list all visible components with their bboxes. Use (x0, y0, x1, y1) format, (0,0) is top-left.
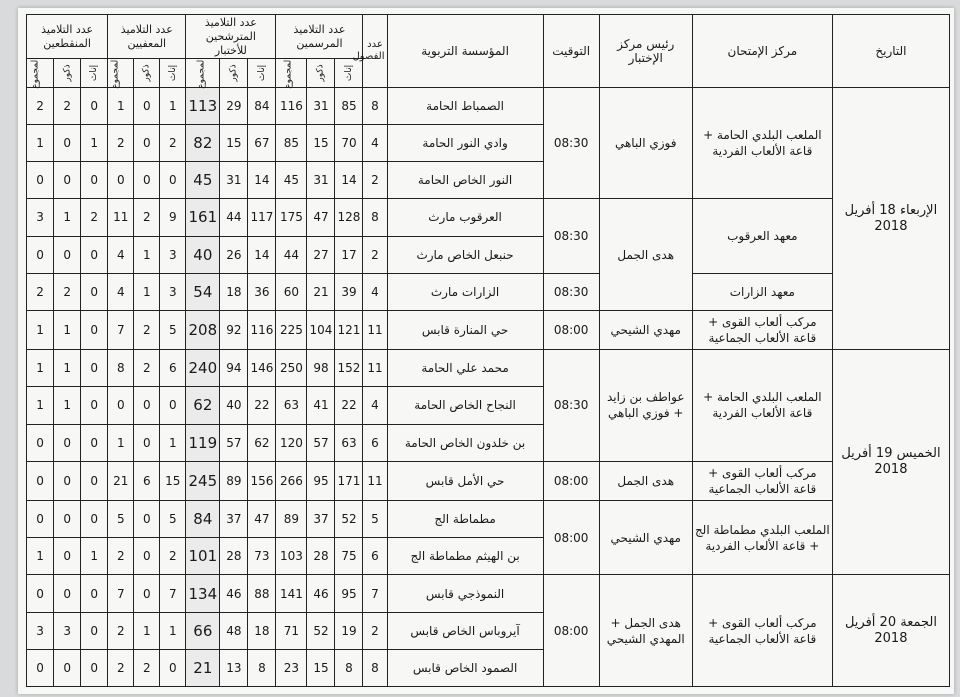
number-cell: 70 (335, 125, 363, 162)
number-cell: 146 (248, 350, 276, 387)
header-row (27, 15, 950, 59)
number-cell: 44 (276, 236, 307, 273)
number-cell: 94 (220, 350, 248, 387)
number-cell: 3 (54, 612, 81, 649)
number-cell: 5 (363, 501, 387, 538)
number-cell: 225 (276, 310, 307, 350)
number-cell: 1 (81, 125, 108, 162)
number-cell: 1 (27, 310, 54, 350)
candidates-total-cell: 101 (186, 538, 220, 575)
time-cell: 08:00 (543, 501, 599, 575)
number-cell: 152 (335, 350, 363, 387)
number-cell: 40 (220, 387, 248, 424)
time-header: التوقيت (543, 15, 599, 88)
number-cell: 18 (248, 612, 276, 649)
date-cell: الجمعة 20 أفريل 2018 (832, 575, 949, 687)
number-cell: 2 (134, 199, 160, 236)
exam-schedule-table (26, 14, 950, 687)
total-subheader: المجموع (30, 57, 41, 89)
number-cell: 0 (134, 424, 160, 461)
males-subheader: ذكور (315, 64, 326, 82)
number-cell: 2 (108, 649, 134, 686)
number-cell: 103 (276, 538, 307, 575)
number-cell: 0 (81, 575, 108, 612)
number-cell: 8 (363, 88, 387, 125)
table-row (27, 461, 950, 501)
exam-center-cell: معهد العرقوب (692, 199, 832, 273)
candidates-total-cell: 134 (186, 575, 220, 612)
number-cell: 0 (81, 88, 108, 125)
time-cell: 08:30 (543, 350, 599, 461)
number-cell: 3 (27, 199, 54, 236)
number-cell: 5 (108, 501, 134, 538)
number-cell: 7 (363, 575, 387, 612)
number-cell: 171 (335, 461, 363, 501)
number-cell: 28 (220, 538, 248, 575)
number-cell: 63 (335, 424, 363, 461)
number-cell: 6 (363, 538, 387, 575)
number-cell: 0 (27, 501, 54, 538)
number-cell: 0 (160, 387, 186, 424)
candidates-total-cell: 84 (186, 501, 220, 538)
number-cell: 1 (160, 612, 186, 649)
exam-center-cell: الملعب البلدي مطماطة الج + قاعة الألعاب الفردية (692, 501, 832, 575)
time-cell: 08:00 (543, 310, 599, 350)
number-cell: 0 (27, 461, 54, 501)
time-cell: 08:00 (543, 575, 599, 687)
number-cell: 15 (307, 125, 335, 162)
number-cell: 46 (307, 575, 335, 612)
number-cell: 2 (134, 649, 160, 686)
number-cell: 1 (134, 236, 160, 273)
number-cell: 0 (27, 424, 54, 461)
number-cell: 31 (307, 88, 335, 125)
number-cell: 0 (81, 162, 108, 199)
number-cell: 14 (335, 162, 363, 199)
number-cell: 8 (363, 649, 387, 686)
number-cell: 116 (248, 310, 276, 350)
number-cell: 37 (307, 501, 335, 538)
number-cell: 156 (248, 461, 276, 501)
number-cell: 2 (81, 199, 108, 236)
males-subheader: ذكور (141, 64, 152, 82)
number-cell: 0 (27, 162, 54, 199)
number-cell: 0 (27, 649, 54, 686)
number-cell: 0 (27, 575, 54, 612)
number-cell: 63 (276, 387, 307, 424)
number-cell: 0 (54, 162, 81, 199)
number-cell: 48 (220, 612, 248, 649)
number-cell: 0 (81, 387, 108, 424)
number-cell: 2 (108, 125, 134, 162)
table-row (27, 199, 950, 236)
candidates-total-cell: 21 (186, 649, 220, 686)
number-cell: 4 (363, 125, 387, 162)
number-cell: 6 (160, 350, 186, 387)
females-subheader: إناث (343, 64, 354, 82)
number-cell: 2 (363, 236, 387, 273)
number-cell: 1 (108, 424, 134, 461)
number-cell: 57 (307, 424, 335, 461)
number-cell: 0 (134, 88, 160, 125)
number-cell: 1 (27, 350, 54, 387)
number-cell: 7 (108, 310, 134, 350)
number-cell: 2 (134, 310, 160, 350)
total-subheader: المجموع (110, 57, 121, 89)
candidates-total-cell: 245 (186, 461, 220, 501)
number-cell: 5 (160, 310, 186, 350)
number-cell: 2 (27, 88, 54, 125)
table-row (27, 501, 950, 538)
school-name-cell: محمد علي الحامة (387, 350, 543, 387)
number-cell: 3 (160, 236, 186, 273)
number-cell: 0 (54, 424, 81, 461)
school-name-cell: بن الهيثم مطماطة الج (387, 538, 543, 575)
number-cell: 7 (108, 575, 134, 612)
exam-center-cell: معهد الزارات (692, 273, 832, 310)
number-cell: 0 (81, 350, 108, 387)
number-cell: 2 (160, 125, 186, 162)
number-cell: 84 (248, 88, 276, 125)
number-cell: 0 (160, 162, 186, 199)
number-cell: 52 (335, 501, 363, 538)
number-cell: 2 (134, 350, 160, 387)
number-cell: 0 (134, 387, 160, 424)
school-name-cell: النجاح الخاص الحامة (387, 387, 543, 424)
number-cell: 2 (108, 612, 134, 649)
school-name-cell: حي الأمل قابس (387, 461, 543, 501)
females-subheader: إناث (167, 64, 178, 82)
number-cell: 4 (108, 273, 134, 310)
number-cell: 0 (134, 125, 160, 162)
number-cell: 46 (220, 575, 248, 612)
exam-center-cell: مركب ألعاب القوى + قاعة الألعاب الجماعية (692, 575, 832, 687)
number-cell: 45 (276, 162, 307, 199)
total-subheader: المجموع (283, 57, 294, 89)
number-cell: 0 (27, 236, 54, 273)
candidates-total-cell: 66 (186, 612, 220, 649)
number-cell: 92 (220, 310, 248, 350)
number-cell: 11 (363, 310, 387, 350)
females-subheader: إناث (89, 64, 100, 82)
time-cell: 08:00 (543, 461, 599, 501)
number-cell: 0 (54, 575, 81, 612)
number-cell: 8 (363, 199, 387, 236)
number-cell: 47 (248, 501, 276, 538)
schedule-body (27, 88, 950, 687)
number-cell: 29 (220, 88, 248, 125)
number-cell: 0 (81, 310, 108, 350)
table-row (27, 575, 950, 612)
number-cell: 3 (160, 273, 186, 310)
scanned-page (18, 8, 954, 694)
candidates-total-cell: 240 (186, 350, 220, 387)
number-cell: 85 (335, 88, 363, 125)
number-cell: 89 (220, 461, 248, 501)
number-cell: 17 (335, 236, 363, 273)
number-cell: 0 (81, 273, 108, 310)
males-subheader: ذكور (228, 64, 239, 82)
number-cell: 104 (307, 310, 335, 350)
number-cell: 128 (335, 199, 363, 236)
registered-header: عدد التلاميذ المرسمين (276, 15, 363, 59)
number-cell: 26 (220, 236, 248, 273)
number-cell: 2 (160, 538, 186, 575)
number-cell: 15 (220, 125, 248, 162)
number-cell: 6 (134, 461, 160, 501)
number-cell: 141 (276, 575, 307, 612)
time-cell: 08:30 (543, 88, 599, 199)
number-cell: 1 (27, 387, 54, 424)
number-cell: 52 (307, 612, 335, 649)
number-cell: 0 (81, 424, 108, 461)
time-cell: 08:30 (543, 199, 599, 273)
number-cell: 0 (81, 461, 108, 501)
number-cell: 36 (248, 273, 276, 310)
number-cell: 6 (363, 424, 387, 461)
number-cell: 0 (160, 649, 186, 686)
number-cell: 175 (276, 199, 307, 236)
number-cell: 2 (54, 273, 81, 310)
number-cell: 62 (248, 424, 276, 461)
number-cell: 47 (307, 199, 335, 236)
number-cell: 0 (134, 162, 160, 199)
number-cell: 0 (54, 501, 81, 538)
candidates-total-cell: 208 (186, 310, 220, 350)
number-cell: 0 (54, 461, 81, 501)
number-cell: 1 (81, 538, 108, 575)
number-cell: 1 (27, 125, 54, 162)
test-head-cell: مهدي الشيحي (599, 310, 692, 350)
number-cell: 4 (363, 387, 387, 424)
table-row (27, 273, 950, 310)
exam-center-cell: مركب ألعاب القوى + قاعة الألعاب الجماعية (692, 461, 832, 501)
number-cell: 18 (220, 273, 248, 310)
number-cell: 2 (27, 273, 54, 310)
total-subheader: المجموع (196, 57, 207, 89)
number-cell: 2 (54, 88, 81, 125)
number-cell: 1 (27, 538, 54, 575)
number-cell: 0 (54, 125, 81, 162)
number-cell: 8 (248, 649, 276, 686)
number-cell: 0 (54, 538, 81, 575)
test-head-cell: فوزي الباهي (599, 88, 692, 199)
school-name-cell: الصمباط الحامة (387, 88, 543, 125)
number-cell: 9 (160, 199, 186, 236)
number-cell: 71 (276, 612, 307, 649)
school-name-cell: الزارات مارث (387, 273, 543, 310)
number-cell: 14 (248, 236, 276, 273)
number-cell: 22 (335, 387, 363, 424)
number-cell: 0 (108, 387, 134, 424)
candidates-total-cell: 54 (186, 273, 220, 310)
number-cell: 1 (54, 350, 81, 387)
number-cell: 1 (54, 310, 81, 350)
date-cell: الخميس 19 أفريل 2018 (832, 350, 949, 575)
candidates-total-cell: 62 (186, 387, 220, 424)
exam-center-header: مركز الإمتحان (692, 15, 832, 88)
number-cell: 75 (335, 538, 363, 575)
number-cell: 14 (248, 162, 276, 199)
number-cell: 21 (108, 461, 134, 501)
number-cell: 266 (276, 461, 307, 501)
number-cell: 8 (108, 350, 134, 387)
number-cell: 0 (54, 649, 81, 686)
number-cell: 2 (363, 162, 387, 199)
number-cell: 11 (363, 350, 387, 387)
number-cell: 2 (363, 612, 387, 649)
males-subheader: ذكور (62, 64, 73, 82)
test-head-header: رئيس مركز الإختبار (599, 15, 692, 88)
time-cell: 08:30 (543, 273, 599, 310)
school-name-cell: الصمود الخاص قابس (387, 649, 543, 686)
test-head-cell: هدى الجمل (599, 461, 692, 501)
number-cell: 1 (160, 424, 186, 461)
number-cell: 0 (134, 501, 160, 538)
number-cell: 11 (363, 461, 387, 501)
number-cell: 117 (248, 199, 276, 236)
candidates-total-cell: 113 (186, 88, 220, 125)
number-cell: 0 (134, 538, 160, 575)
number-cell: 98 (307, 350, 335, 387)
table-row (27, 310, 950, 350)
school-name-cell: وادي النور الحامة (387, 125, 543, 162)
number-cell: 88 (248, 575, 276, 612)
exam-center-cell: الملعب البلدي الحامة + قاعة الألعاب الفردية (692, 350, 832, 461)
number-cell: 89 (276, 501, 307, 538)
school-name-cell: النموذجي قابس (387, 575, 543, 612)
number-cell: 85 (276, 125, 307, 162)
number-cell: 57 (220, 424, 248, 461)
exempted-header: عدد التلاميذ المعفيين (108, 15, 186, 59)
number-cell: 116 (276, 88, 307, 125)
candidates-total-cell: 119 (186, 424, 220, 461)
number-cell: 95 (335, 575, 363, 612)
number-cell: 28 (307, 538, 335, 575)
females-subheader: إناث (256, 64, 267, 82)
number-cell: 7 (160, 575, 186, 612)
number-cell: 27 (307, 236, 335, 273)
classes-header: عدد الفصول (363, 15, 387, 88)
number-cell: 0 (81, 612, 108, 649)
school-name-cell: حنبعل الخاص مارث (387, 236, 543, 273)
number-cell: 31 (220, 162, 248, 199)
institution-header: المؤسسة التربوية (387, 15, 543, 88)
number-cell: 1 (160, 88, 186, 125)
number-cell: 19 (335, 612, 363, 649)
number-cell: 121 (335, 310, 363, 350)
number-cell: 3 (27, 612, 54, 649)
candidates-header: عدد التلاميذ المترشحين للأختبار (186, 15, 276, 59)
number-cell: 67 (248, 125, 276, 162)
number-cell: 0 (54, 236, 81, 273)
number-cell: 15 (160, 461, 186, 501)
number-cell: 1 (134, 273, 160, 310)
number-cell: 15 (307, 649, 335, 686)
number-cell: 250 (276, 350, 307, 387)
number-cell: 21 (307, 273, 335, 310)
test-head-cell: هدى الجمل (599, 199, 692, 310)
number-cell: 4 (108, 236, 134, 273)
table-row (27, 350, 950, 387)
test-head-cell: هدى الجمل + المهدي الشيحي (599, 575, 692, 687)
number-cell: 60 (276, 273, 307, 310)
school-name-cell: العرقوب مارث (387, 199, 543, 236)
school-name-cell: مطماطة الج (387, 501, 543, 538)
school-name-cell: بن خلدون الخاص الحامة (387, 424, 543, 461)
number-cell: 31 (307, 162, 335, 199)
number-cell: 73 (248, 538, 276, 575)
dropped-header: عدد التلاميذ المنقطعين (27, 15, 108, 59)
number-cell: 8 (335, 649, 363, 686)
candidates-total-cell: 161 (186, 199, 220, 236)
number-cell: 44 (220, 199, 248, 236)
test-head-cell: مهدي الشيحي (599, 501, 692, 575)
number-cell: 0 (81, 501, 108, 538)
number-cell: 95 (307, 461, 335, 501)
school-name-cell: آيروباس الخاص قابس (387, 612, 543, 649)
number-cell: 0 (134, 575, 160, 612)
number-cell: 1 (54, 387, 81, 424)
candidates-total-cell: 45 (186, 162, 220, 199)
school-name-cell: النور الخاص الحامة (387, 162, 543, 199)
date-cell: الإربعاء 18 أفريل 2018 (832, 88, 949, 350)
number-cell: 0 (81, 649, 108, 686)
number-cell: 1 (134, 612, 160, 649)
number-cell: 41 (307, 387, 335, 424)
number-cell: 0 (81, 236, 108, 273)
number-cell: 5 (160, 501, 186, 538)
table-row (27, 88, 950, 125)
number-cell: 13 (220, 649, 248, 686)
number-cell: 11 (108, 199, 134, 236)
number-cell: 1 (54, 199, 81, 236)
candidates-total-cell: 82 (186, 125, 220, 162)
number-cell: 4 (363, 273, 387, 310)
exam-center-cell: الملعب البلدي الحامة + قاعة الألعاب الفردية (692, 88, 832, 199)
date-header: التاريخ (832, 15, 949, 88)
number-cell: 39 (335, 273, 363, 310)
number-cell: 23 (276, 649, 307, 686)
number-cell: 37 (220, 501, 248, 538)
number-cell: 1 (108, 88, 134, 125)
exam-center-cell: مركب ألعاب القوى + قاعة الألعاب الجماعية (692, 310, 832, 350)
school-name-cell: حي المنارة قابس (387, 310, 543, 350)
candidates-total-cell: 40 (186, 236, 220, 273)
number-cell: 22 (248, 387, 276, 424)
number-cell: 0 (108, 162, 134, 199)
number-cell: 120 (276, 424, 307, 461)
number-cell: 2 (108, 538, 134, 575)
test-head-cell: عواطف بن زايد + فوزي الباهي (599, 350, 692, 461)
